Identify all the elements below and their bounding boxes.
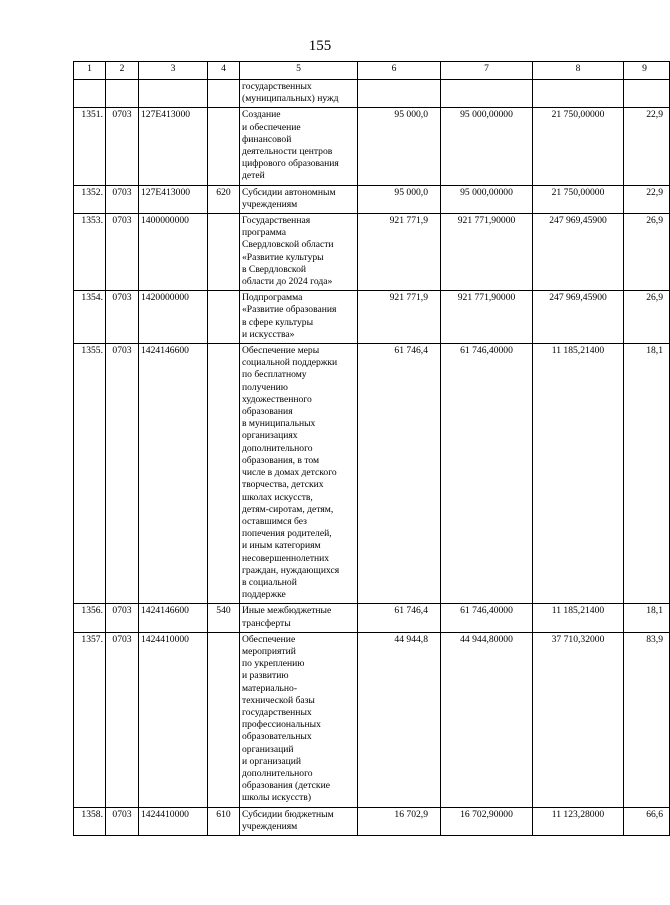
header-cell: 6 (358, 62, 441, 80)
cell-code: 1424410000 (139, 807, 208, 835)
cell-v9 (624, 80, 670, 108)
cell-v8: 247 969,45900 (533, 214, 624, 291)
cell-section: 0703 (106, 291, 139, 344)
table-header-row (74, 62, 670, 80)
cell-code: 1424410000 (139, 632, 208, 807)
cell-v8: 11 185,21400 (533, 604, 624, 632)
cell-type (208, 108, 240, 185)
cell-code: 127E413000 (139, 108, 208, 185)
cell-section: 0703 (106, 344, 139, 604)
cell-num: 1356. (74, 604, 106, 632)
cell-v6: 95 000,0 (358, 108, 441, 185)
cell-type (208, 632, 240, 807)
cell-v9: 22,9 (624, 185, 670, 213)
cell-v9: 83,9 (624, 632, 670, 807)
table-row (74, 632, 670, 807)
cell-code: 1420000000 (139, 291, 208, 344)
cell-v7: 61 746,40000 (441, 604, 533, 632)
page-number: 155 (308, 38, 332, 54)
cell-section (106, 80, 139, 108)
cell-v6: 95 000,0 (358, 185, 441, 213)
header-cell: 1 (74, 62, 106, 80)
table-row (74, 108, 670, 185)
cell-name: Субсидии бюджетным учреждениям (240, 807, 358, 835)
cell-v9: 18,1 (624, 604, 670, 632)
cell-num: 1358. (74, 807, 106, 835)
cell-num: 1357. (74, 632, 106, 807)
cell-type (208, 291, 240, 344)
cell-v9: 26,9 (624, 291, 670, 344)
cell-num (74, 80, 106, 108)
cell-v8: 37 710,32000 (533, 632, 624, 807)
header-cell: 9 (624, 62, 670, 80)
cell-v9: 26,9 (624, 214, 670, 291)
cell-v9: 18,1 (624, 344, 670, 604)
cell-v9: 66,6 (624, 807, 670, 835)
cell-v6: 61 746,4 (358, 344, 441, 604)
cell-v9: 22,9 (624, 108, 670, 185)
cell-v7: 44 944,80000 (441, 632, 533, 807)
cell-code (139, 80, 208, 108)
table-row (74, 291, 670, 344)
cell-section: 0703 (106, 214, 139, 291)
budget-table (73, 61, 670, 836)
cell-name: Иные межбюджетные трансферты (240, 604, 358, 632)
cell-v7: 95 000,00000 (441, 108, 533, 185)
cell-name: государственных (муниципальных) нужд (240, 80, 358, 108)
cell-v7: 16 702,90000 (441, 807, 533, 835)
header-cell: 5 (240, 62, 358, 80)
table-row (74, 344, 670, 604)
cell-section: 0703 (106, 632, 139, 807)
cell-code: 1424146600 (139, 344, 208, 604)
cell-v6: 61 746,4 (358, 604, 441, 632)
cell-type: 540 (208, 604, 240, 632)
header-cell: 7 (441, 62, 533, 80)
cell-v8: 21 750,00000 (533, 108, 624, 185)
cell-type: 620 (208, 185, 240, 213)
table-row (74, 807, 670, 835)
cell-name: Обеспечение меры социальной поддержки по бесплатному получению художественного образования в муниципальных организациях дополнительного образования, в том числе в домах детского творчества, детских школах искусств, детям-сиротам, детям, оставшимся без попечения родителей, и иным категориям несовершеннолетних граждан, нуждающихся в социальной поддержке (240, 344, 358, 604)
cell-name: Субсидии автономным учреждениям (240, 185, 358, 213)
cell-v8: 11 123,28000 (533, 807, 624, 835)
cell-num: 1355. (74, 344, 106, 604)
header-cell: 8 (533, 62, 624, 80)
cell-code: 1424146600 (139, 604, 208, 632)
header-cell: 2 (106, 62, 139, 80)
cell-name: Создание и обеспечение финансовой деятельности центров цифрового образования детей (240, 108, 358, 185)
cell-num: 1352. (74, 185, 106, 213)
cell-num: 1351. (74, 108, 106, 185)
header-cell: 3 (139, 62, 208, 80)
table-row (74, 185, 670, 213)
cell-type (208, 214, 240, 291)
cell-num: 1354. (74, 291, 106, 344)
cell-name: Обеспечение мероприятий по укреплению и развитию материально- технической базы государственных профессиональных образовательных организаций и организаций дополнительного образования (детские школы искусств) (240, 632, 358, 807)
cell-name: Подпрограмма «Развитие образования в сфере культуры и искусства» (240, 291, 358, 344)
cell-section: 0703 (106, 185, 139, 213)
cell-num: 1353. (74, 214, 106, 291)
cell-v8: 21 750,00000 (533, 185, 624, 213)
cell-code: 1400000000 (139, 214, 208, 291)
cell-type (208, 80, 240, 108)
cell-v6: 921 771,9 (358, 291, 441, 344)
cell-v6: 16 702,9 (358, 807, 441, 835)
cell-section: 0703 (106, 108, 139, 185)
cell-v7 (441, 80, 533, 108)
cell-name: Государственная программа Свердловской области «Развитие культуры в Свердловской области до 2024 года» (240, 214, 358, 291)
cell-v7: 921 771,90000 (441, 214, 533, 291)
cell-type (208, 344, 240, 604)
cell-v7: 921 771,90000 (441, 291, 533, 344)
cell-v7: 95 000,00000 (441, 185, 533, 213)
header-cell: 4 (208, 62, 240, 80)
table-row (74, 604, 670, 632)
cell-v6: 921 771,9 (358, 214, 441, 291)
table-row (74, 80, 670, 108)
cell-v8: 11 185,21400 (533, 344, 624, 604)
cell-v7: 61 746,40000 (441, 344, 533, 604)
cell-v8 (533, 80, 624, 108)
table-row (74, 214, 670, 291)
cell-section: 0703 (106, 604, 139, 632)
cell-type: 610 (208, 807, 240, 835)
cell-v6: 44 944,8 (358, 632, 441, 807)
cell-v8: 247 969,45900 (533, 291, 624, 344)
cell-code: 127E413000 (139, 185, 208, 213)
cell-v6 (358, 80, 441, 108)
cell-section: 0703 (106, 807, 139, 835)
